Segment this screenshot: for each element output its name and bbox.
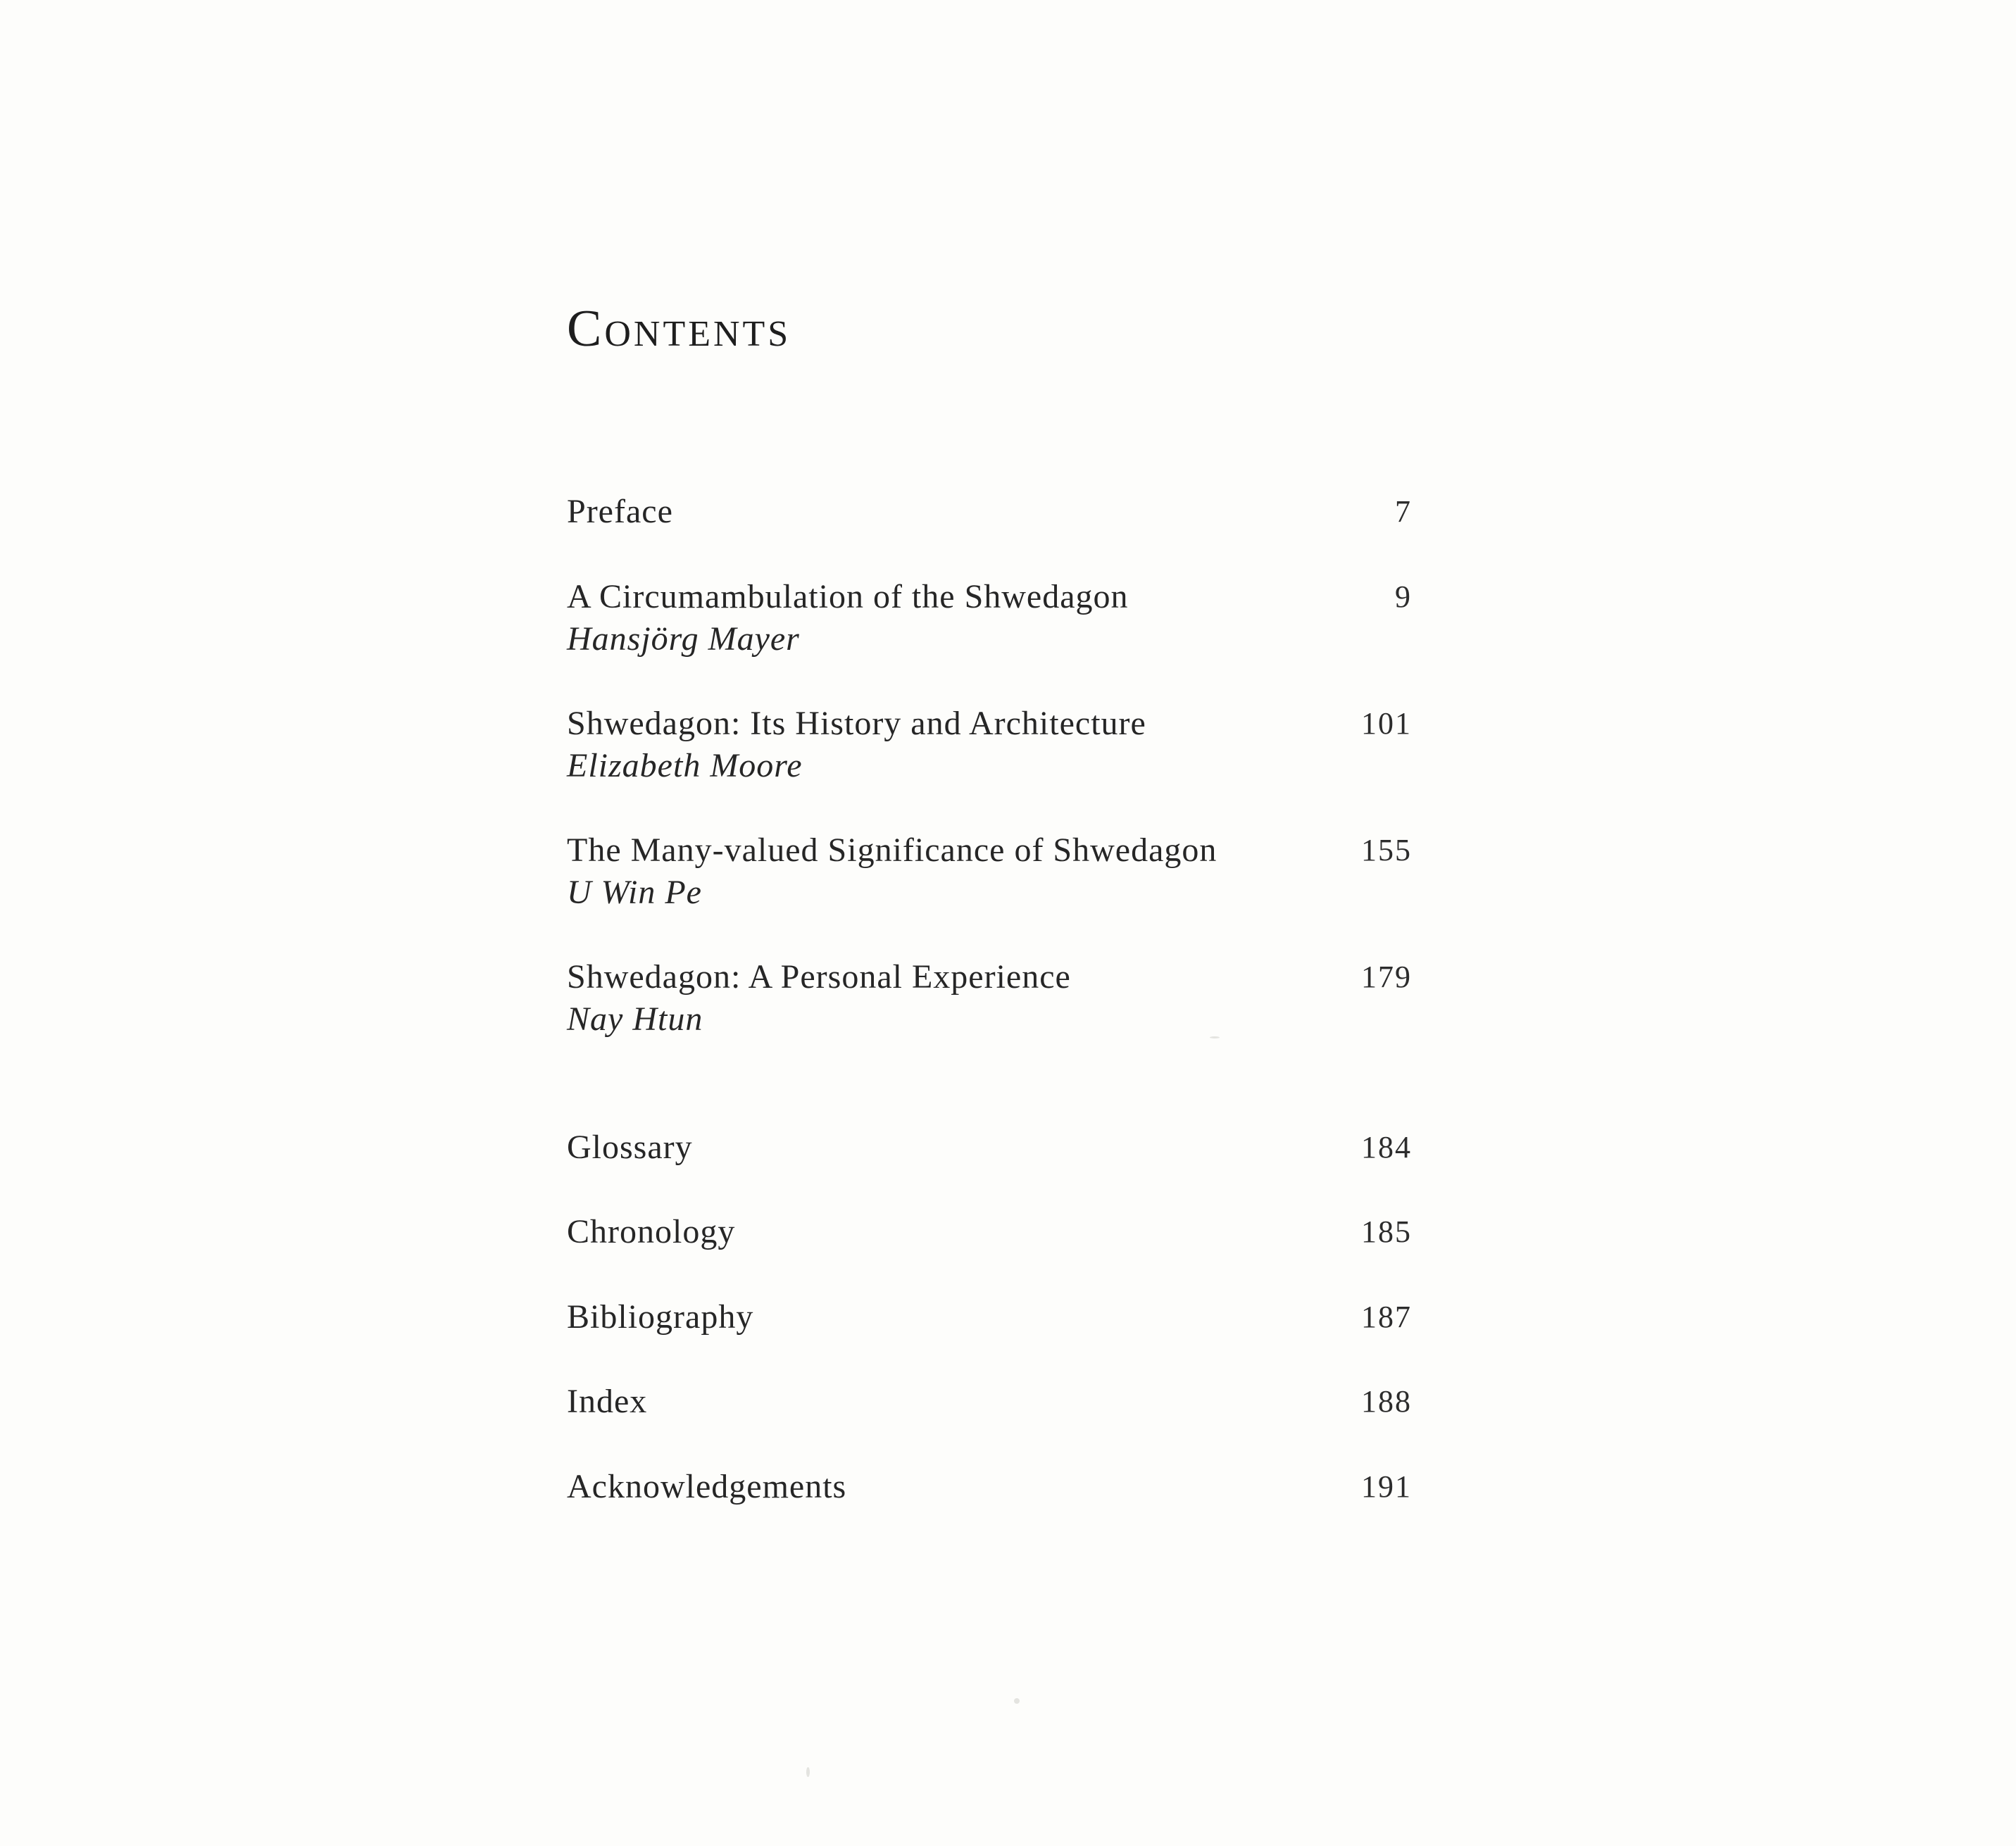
- page-title: Contents: [567, 300, 791, 358]
- toc-entry-bibliography[interactable]: [567, 1296, 1412, 1338]
- toc-entry-page: 155: [1361, 833, 1412, 867]
- toc-entry-page: 101: [1361, 706, 1412, 741]
- paper-speck: [1210, 1036, 1220, 1038]
- toc-entry-title: Bibliography: [567, 1298, 754, 1336]
- toc-entry-history-architecture[interactable]: [567, 703, 1412, 787]
- toc-entry-title: A Circumambulation of the Shwedagon: [567, 578, 1129, 615]
- toc-entry-page: 7: [1395, 494, 1412, 529]
- toc-entry-author: U Win Pe: [567, 874, 702, 911]
- toc-entry-index[interactable]: [567, 1381, 1412, 1423]
- toc-entry-page: 191: [1361, 1469, 1412, 1504]
- paper-speck: [806, 1767, 810, 1777]
- toc-entry-page: 187: [1361, 1300, 1412, 1334]
- toc-entry-page: 179: [1361, 960, 1412, 994]
- toc-entry-author: Elizabeth Moore: [567, 747, 803, 784]
- toc-entry-glossary[interactable]: [567, 1126, 1412, 1169]
- toc-entry-page: 188: [1361, 1384, 1412, 1419]
- toc-entry-title: Acknowledgements: [567, 1468, 847, 1505]
- toc-entry-title: Shwedagon: A Personal Experience: [567, 958, 1071, 996]
- paper-speck: [1014, 1698, 1020, 1704]
- toc-entry-title: Chronology: [567, 1213, 736, 1250]
- toc-entry-page: 184: [1361, 1130, 1412, 1164]
- toc-entry-author: Hansjörg Mayer: [567, 620, 800, 658]
- toc-entry-author: Nay Htun: [567, 1000, 703, 1038]
- toc-entry-chronology[interactable]: [567, 1211, 1412, 1253]
- toc-entry-significance[interactable]: [567, 829, 1412, 914]
- toc-entry-page: 9: [1395, 579, 1412, 614]
- toc-entry-title: The Many-valued Significance of Shwedagon: [567, 831, 1217, 869]
- toc-entry-title: Shwedagon: Its History and Architecture: [567, 705, 1146, 742]
- toc-entry-preface[interactable]: [567, 491, 1412, 533]
- toc-entry-acknowledgements[interactable]: [567, 1466, 1412, 1508]
- toc-entry-title: Glossary: [567, 1129, 693, 1166]
- toc-entry-personal-experience[interactable]: [567, 956, 1412, 1041]
- toc-entry-title: Index: [567, 1383, 648, 1420]
- toc-entry-page: 185: [1361, 1214, 1412, 1249]
- toc-entry-title: Preface: [567, 493, 673, 530]
- toc-entry-circumambulation[interactable]: [567, 576, 1412, 660]
